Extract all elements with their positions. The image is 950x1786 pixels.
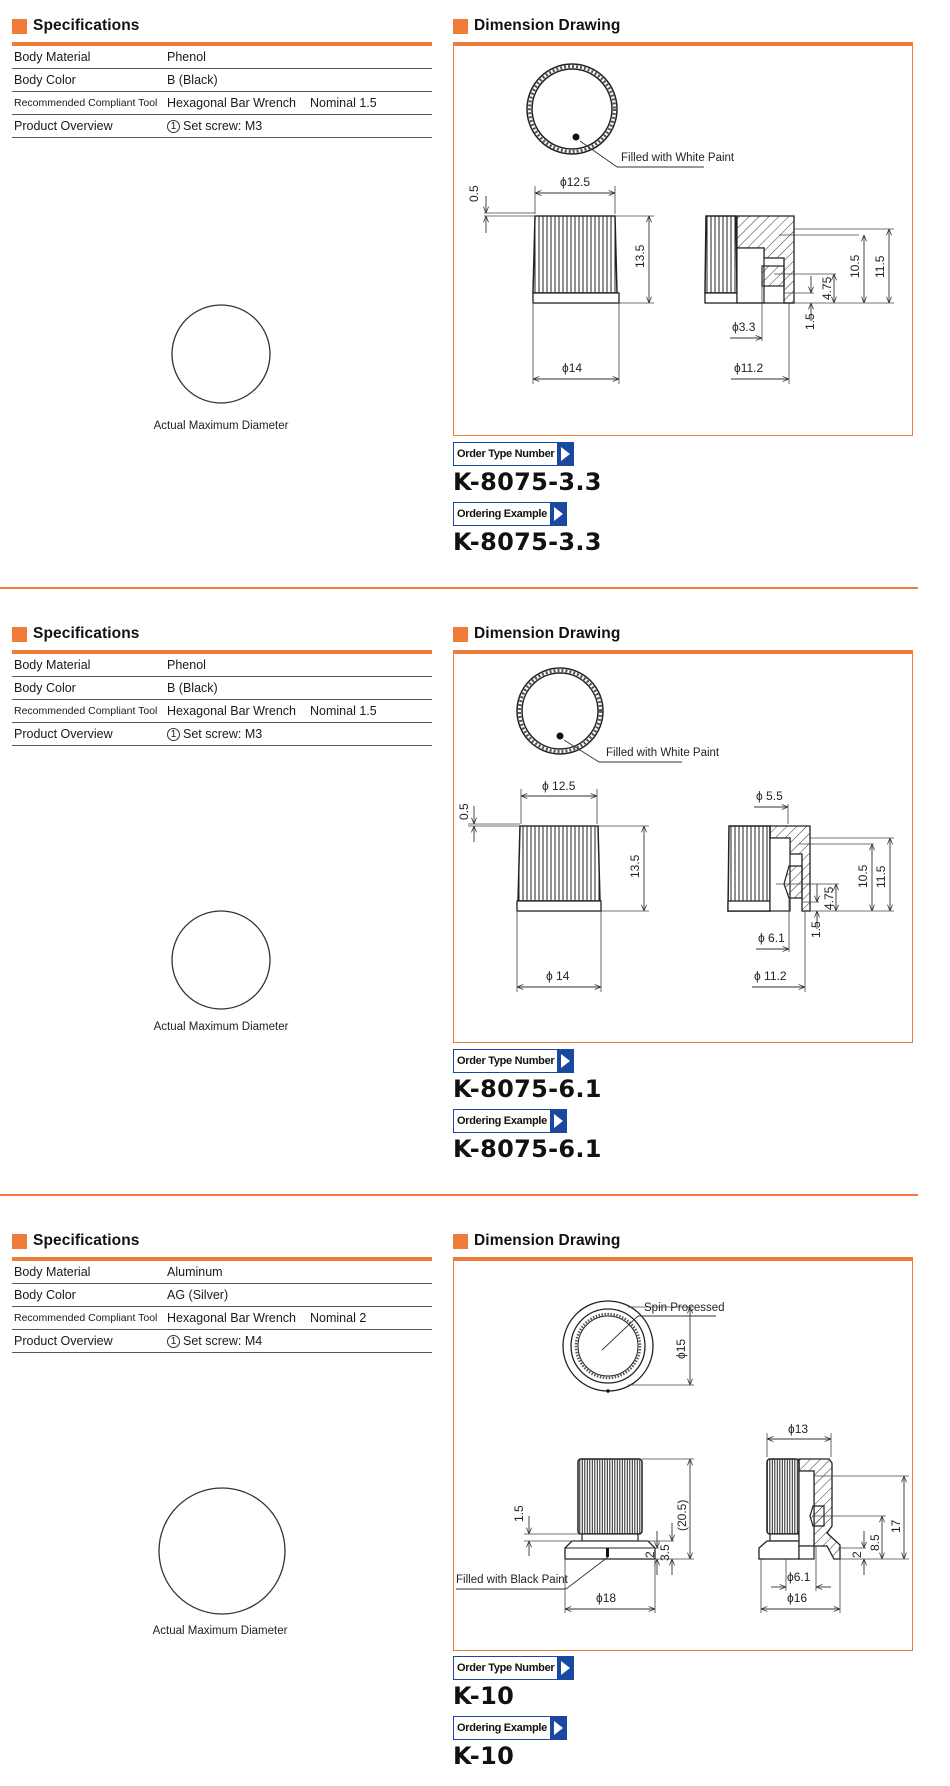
svg-text:2: 2 (643, 1551, 657, 1558)
circled-number: 1 (167, 1335, 180, 1348)
top-view (563, 1301, 725, 1393)
section-view (728, 789, 894, 992)
circled-number: 1 (167, 728, 180, 741)
svg-text:ϕ 12.5: ϕ 12.5 (542, 779, 576, 793)
arrow-right-icon (550, 1717, 566, 1739)
svg-text:10.5: 10.5 (856, 864, 870, 888)
arrow-right-icon (550, 1110, 566, 1132)
svg-text:0.5: 0.5 (457, 803, 471, 820)
arrow-right-icon (557, 443, 573, 465)
order-type-number: K-10 (453, 1682, 515, 1710)
spec-row: Recommended Compliant Tool Hexagonal Bar Wrench Nominal 1.5 (12, 700, 432, 723)
front-view (457, 779, 649, 992)
svg-text:ϕ 5.5: ϕ 5.5 (756, 789, 783, 803)
actual-max-diameter-circle (160, 293, 282, 415)
section-view (759, 1422, 909, 1613)
actual-max-diameter-label: Actual Maximum Diameter (153, 1021, 289, 1033)
spec-row: Product Overview 1 Set screw: M3 (12, 115, 432, 138)
specifications-heading: Specifications (12, 625, 140, 643)
svg-text:(20.5): (20.5) (675, 1499, 689, 1531)
svg-text:11.5: 11.5 (874, 865, 888, 888)
dimension-drawing-box (453, 650, 913, 1043)
dimension-drawing (454, 46, 914, 440)
svg-text:ϕ16: ϕ16 (787, 1591, 808, 1605)
actual-max-diameter-label: Actual Maximum Diameter (153, 420, 289, 432)
svg-text:ϕ13: ϕ13 (788, 1422, 809, 1436)
svg-text:13.5: 13.5 (628, 854, 642, 878)
svg-text:4.75: 4.75 (820, 276, 834, 300)
svg-text:ϕ15: ϕ15 (674, 1338, 688, 1359)
svg-text:ϕ14: ϕ14 (562, 361, 583, 375)
heading-marker-icon (453, 627, 468, 642)
dimension-drawing-box (453, 42, 913, 436)
top-view (527, 64, 735, 167)
spec-row: Product Overview 1 Set screw: M3 (12, 723, 432, 746)
spec-row: Body Material Aluminum (12, 1261, 432, 1284)
heading-marker-icon (12, 19, 27, 34)
spec-row: Body Material Phenol (12, 654, 432, 677)
heading-marker-icon (453, 19, 468, 34)
svg-text:ϕ 11.2: ϕ 11.2 (754, 969, 787, 983)
ordering-example-badge: Ordering Example (453, 1109, 567, 1133)
svg-text:11.5: 11.5 (873, 255, 887, 278)
svg-text:ϕ11.2: ϕ11.2 (734, 361, 764, 375)
heading-marker-icon (12, 1234, 27, 1249)
specifications-table (12, 1257, 432, 1353)
dimension-drawing (454, 654, 914, 1047)
section-view (705, 216, 894, 384)
specifications-table (12, 42, 432, 138)
ordering-example: K-10 (453, 1742, 515, 1770)
svg-text:2: 2 (850, 1551, 864, 1558)
order-type-number-badge: Order Type Number (453, 442, 574, 466)
arrow-right-icon (550, 503, 566, 525)
spec-row: Recommended Compliant Tool Hexagonal Bar Wrench Nominal 2 (12, 1307, 432, 1330)
front-view (456, 1459, 694, 1613)
order-type-number: K-8075-3.3 (453, 468, 602, 496)
svg-text:Filled with White Paint: Filled with White Paint (606, 747, 720, 759)
heading-marker-icon (12, 627, 27, 642)
order-type-number: K-8075-6.1 (453, 1075, 602, 1103)
heading-marker-icon (453, 1234, 468, 1249)
svg-text:ϕ6.1: ϕ6.1 (787, 1570, 811, 1584)
circled-number: 1 (167, 120, 180, 133)
spec-row: Body Material Phenol (12, 46, 432, 69)
spec-row: Body Color AG (Silver) (12, 1284, 432, 1307)
section-divider (0, 587, 918, 589)
ordering-example: K-8075-6.1 (453, 1135, 602, 1163)
section-divider (0, 1194, 918, 1196)
front-view (467, 175, 654, 384)
svg-text:1.5: 1.5 (803, 313, 817, 330)
svg-text:3.5: 3.5 (658, 1544, 672, 1561)
specifications-table (12, 650, 432, 746)
ordering-example-badge: Ordering Example (453, 1716, 567, 1740)
svg-text:4.75: 4.75 (822, 886, 836, 910)
svg-text:Filled with Black Paint: Filled with Black Paint (456, 1574, 568, 1586)
spec-row: Product Overview 1 Set screw: M4 (12, 1330, 432, 1353)
actual-max-diameter-label: Actual Maximum Diameter (152, 1625, 288, 1637)
dimension-drawing (454, 1261, 914, 1655)
ordering-example-badge: Ordering Example (453, 502, 567, 526)
ordering-example: K-8075-3.3 (453, 528, 602, 556)
order-type-number-badge: Order Type Number (453, 1049, 574, 1073)
spec-row: Body Color B (Black) (12, 69, 432, 92)
actual-max-diameter-circle (146, 1475, 298, 1627)
dimension-drawing-heading: Dimension Drawing (453, 1232, 620, 1250)
top-view (517, 668, 720, 762)
actual-max-diameter-circle (160, 899, 282, 1021)
svg-text:8.5: 8.5 (868, 1534, 882, 1551)
svg-text:13.5: 13.5 (633, 244, 647, 268)
svg-text:ϕ18: ϕ18 (596, 1591, 617, 1605)
svg-text:Spin Processed: Spin Processed (644, 1302, 725, 1314)
svg-text:1.5: 1.5 (512, 1505, 526, 1522)
dimension-drawing-heading: Dimension Drawing (453, 17, 620, 35)
order-type-number-badge: Order Type Number (453, 1656, 574, 1680)
svg-text:ϕ 14: ϕ 14 (546, 969, 570, 983)
spec-row: Recommended Compliant Tool Hexagonal Bar Wrench Nominal 1.5 (12, 92, 432, 115)
svg-text:ϕ 6.1: ϕ 6.1 (758, 931, 785, 945)
svg-text:0.5: 0.5 (467, 185, 481, 202)
svg-text:17: 17 (889, 1519, 903, 1533)
svg-text:10.5: 10.5 (848, 254, 862, 278)
specifications-heading: Specifications (12, 17, 140, 35)
dimension-drawing-box (453, 1257, 913, 1651)
svg-text:ϕ12.5: ϕ12.5 (560, 175, 591, 189)
arrow-right-icon (557, 1657, 573, 1679)
dimension-drawing-heading: Dimension Drawing (453, 625, 620, 643)
spec-row: Body Color B (Black) (12, 677, 432, 700)
specifications-heading: Specifications (12, 1232, 140, 1250)
svg-text:1.5: 1.5 (809, 921, 823, 938)
svg-text:ϕ3.3: ϕ3.3 (732, 320, 756, 334)
arrow-right-icon (557, 1050, 573, 1072)
svg-text:Filled with White Paint: Filled with White Paint (621, 152, 735, 164)
